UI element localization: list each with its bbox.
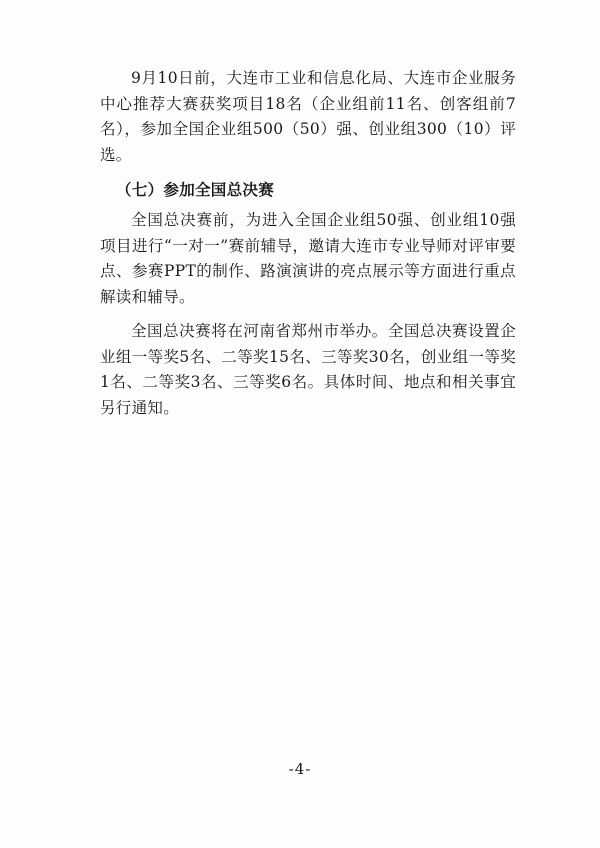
section-heading-national-finals: （七）参加全国总决赛 <box>116 180 275 199</box>
page-number: -4- <box>288 760 312 778</box>
paragraph-final-awards: 全国总决赛将在河南省郑州市举办。全国总决赛设置企业组一等奖5名、二等奖15名、三等奖30名，创业组一等奖1名、二等奖3名、三等奖6名。具体时间、地点和相关事宜另行通知。 <box>100 322 516 417</box>
document-body <box>100 66 516 421</box>
paragraph-pre-final-coaching: 全国总决赛前，为进入全国企业组50强、创业组10强项目进行“一对一”赛前辅导，邀请大连市专业导师对评审要点、参赛PPT的制作、路演演讲的亮点展示等方面进行重点解读和辅导。 <box>100 211 516 306</box>
paragraph-recommendation: 9月10日前，大连市工业和信息化局、大连市企业服务中心推荐大赛获奖项目18名（企业组前11名、创客组前7名），参加全国企业组500（50）强、创业组300（10）评选。 <box>100 69 516 164</box>
